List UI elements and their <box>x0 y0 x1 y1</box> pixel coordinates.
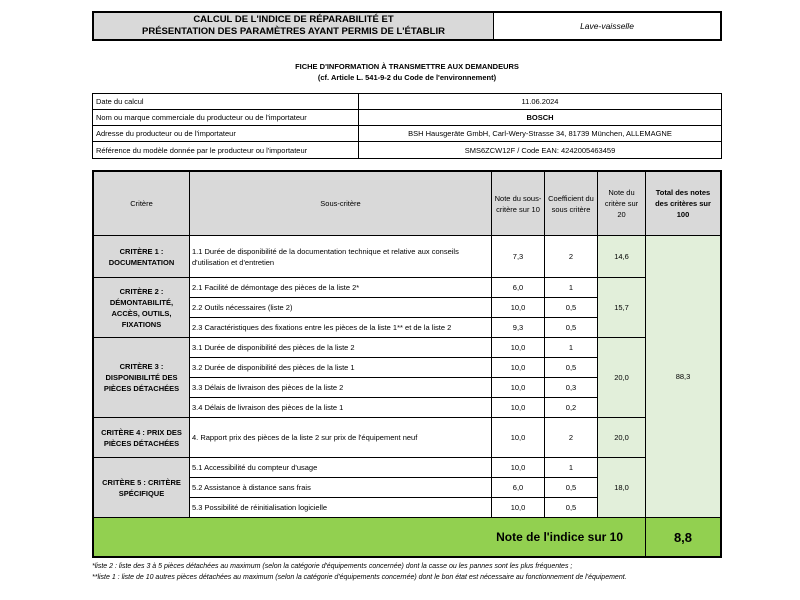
subcriterion-coef: 1 <box>545 458 598 478</box>
final-index-row <box>94 518 720 556</box>
subcriterion-coef: 0,5 <box>545 318 598 338</box>
info-value: SMS6ZCW12F / Code EAN: 4242005463459 <box>464 145 616 155</box>
info-value: BOSCH <box>526 113 554 122</box>
criterion-4-score: 20,0 <box>598 418 646 458</box>
final-index-value: 8,8 <box>673 529 693 545</box>
info-row-address <box>93 126 721 142</box>
footnote-list-2: *liste 2 : liste des 3 à 5 pièces détachées au maximum (selon la catégorie d'équipements concernée) dont la casse ou les pannes sont les plus fréquentes ; <box>92 563 573 570</box>
score-table <box>92 170 722 558</box>
subcriterion-2-1: 2.1 Facilité de démontage des pièces de la liste 2* <box>190 278 492 298</box>
header-note-critere: Note du critère sur 20 <box>598 172 646 236</box>
footnote-list-1: **liste 1 : liste de 10 autres pièces détachées au maximum (selon la catégorie d'équipements concernée) dont le bon état est nécessaire au fonctionnement de l'équipement. <box>92 574 627 581</box>
total-score: 88,3 <box>646 236 720 518</box>
subcriterion-note: 10,0 <box>492 418 545 458</box>
subcriterion-note: 10,0 <box>492 338 545 358</box>
header-total: Total des notes des critères sur 100 <box>646 172 720 236</box>
header-coefficient: Coefficient du sous critère <box>545 172 598 236</box>
subcriterion-note: 10,0 <box>492 298 545 318</box>
subcriterion-note: 10,0 <box>492 498 545 518</box>
criterion-5-score: 18,0 <box>598 458 646 518</box>
subcriterion-2-2: 2.2 Outils nécessaires (liste 2) <box>190 298 492 318</box>
subcriterion-coef: 0,2 <box>545 398 598 418</box>
subtitle <box>92 61 722 83</box>
info-value: BSH Hausgeräte GmbH, Carl-Wery-Strasse 34, 81739 München, ALLEMAGNE <box>408 129 672 138</box>
subcriterion-5-2: 5.2 Assistance à distance sans frais <box>190 478 492 498</box>
final-index-label: Note de l'indice sur 10 <box>94 518 646 556</box>
info-label: Adresse du producteur ou de l'importateur <box>93 126 359 141</box>
document-title <box>94 13 494 39</box>
subcriterion-2-3: 2.3 Caractéristiques des fixations entre les pièces de la liste 1** et de la liste 2 <box>190 318 492 338</box>
subcriterion-3-3: 3.3 Délais de livraison des pièces de la liste 2 <box>190 378 492 398</box>
criterion-1-score: 14,6 <box>598 236 646 278</box>
subcriterion-coef: 1 <box>545 338 598 358</box>
info-label: Nom ou marque commerciale du producteur ou de l'importateur <box>93 110 359 125</box>
subcriterion-coef: 1 <box>545 278 598 298</box>
criterion-3-name: CRITÈRE 3 : DISPONIBILITÉ DES PIÈCES DÉTACHÉES <box>94 338 190 418</box>
footnotes <box>92 561 732 583</box>
subtitle-line-2: (cf. Article L. 541-9-2 du Code de l'environnement) <box>317 73 497 82</box>
subcriterion-coef: 0,5 <box>545 358 598 378</box>
header-note-sous-critere: Note du sous-critère sur 10 <box>492 172 545 236</box>
header-critere: Critère <box>94 172 190 236</box>
subcriterion-coef: 0,5 <box>545 498 598 518</box>
subcriterion-note: 10,0 <box>492 458 545 478</box>
subcriterion-note: 6,0 <box>492 278 545 298</box>
title-line-1: CALCUL DE L'INDICE DE RÉPARABILITÉ ET <box>193 14 394 25</box>
title-line-2: PRÉSENTATION DES PARAMÈTRES AYANT PERMIS DE L'ÉTABLIR <box>142 26 445 37</box>
criterion-3-score: 20,0 <box>598 338 646 418</box>
criterion-2-name: CRITÈRE 2 : DÉMONTABILITÉ, ACCÈS, OUTILS, FIXATIONS <box>94 278 190 338</box>
subcriterion-note: 6,0 <box>492 478 545 498</box>
subcriterion-5-1: 5.1 Accessibilité du compteur d'usage <box>190 458 492 478</box>
subcriterion-note: 9,3 <box>492 318 545 338</box>
criterion-2-score: 15,7 <box>598 278 646 338</box>
criterion-4-name: CRITÈRE 4 : PRIX DES PIÈCES DÉTACHÉES <box>94 418 190 458</box>
info-row-reference <box>93 142 721 158</box>
subcriterion-note: 10,0 <box>492 378 545 398</box>
info-value: 11.06.2024 <box>521 97 559 106</box>
info-table <box>92 93 722 159</box>
subcriterion-note: 10,0 <box>492 358 545 378</box>
subcriterion-3-4: 3.4 Délais de livraison des pièces de la liste 1 <box>190 398 492 418</box>
subcriterion-coef: 2 <box>545 236 598 278</box>
subcriterion-4: 4. Rapport prix des pièces de la liste 2 sur prix de l'équipement neuf <box>190 418 492 458</box>
info-label: Date du calcul <box>93 94 359 109</box>
header-sous-critere: Sous-critère <box>190 172 492 236</box>
subcriterion-coef: 2 <box>545 418 598 458</box>
info-label: Référence du modèle donnée par le producteur ou l'importateur <box>93 142 359 158</box>
criterion-1-name: CRITÈRE 1 : DOCUMENTATION <box>94 236 190 278</box>
criterion-5-name: CRITÈRE 5 : CRITÈRE SPÉCIFIQUE <box>94 458 190 518</box>
subcriterion-5-3: 5.3 Possibilité de réinitialisation logicielle <box>190 498 492 518</box>
subcriterion-coef: 0,5 <box>545 298 598 318</box>
subcriterion-3-2: 3.2 Durée de disponibilité des pièces de la liste 1 <box>190 358 492 378</box>
subcriterion-note: 7,3 <box>492 236 545 278</box>
header-box <box>92 11 722 41</box>
info-row-date <box>93 94 721 110</box>
subcriterion-3-1: 3.1 Durée de disponibilité des pièces de la liste 2 <box>190 338 492 358</box>
info-row-brand <box>93 110 721 126</box>
subcriterion-1-1: 1.1 Durée de disponibilité de la documentation technique et relative aux conseils d'utilisation et d'entretien <box>190 236 492 278</box>
subcriterion-note: 10,0 <box>492 398 545 418</box>
subtitle-line-1: FICHE D'INFORMATION À TRANSMETTRE AUX DEMANDEURS <box>295 62 519 71</box>
subcriterion-coef: 0,5 <box>545 478 598 498</box>
equipment-category: Lave-vaisselle <box>580 21 634 31</box>
subcriterion-coef: 0,3 <box>545 378 598 398</box>
